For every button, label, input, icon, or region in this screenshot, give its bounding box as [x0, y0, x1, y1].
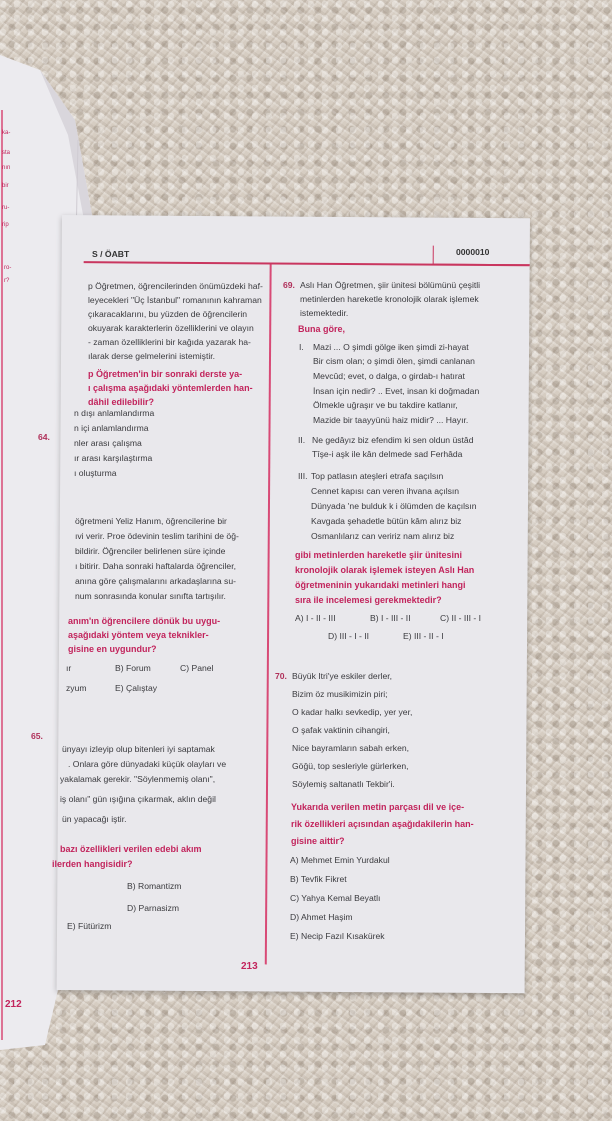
q63-question-line: p Öğretmen'in bir sonraki derste ya-	[88, 369, 243, 379]
q64-text-line: ıvi verir. Proe ödevinin teslim tarihini de öğ-	[75, 531, 239, 541]
section-label: S / ÖABT	[92, 249, 130, 259]
poem-label: III.	[298, 471, 308, 481]
left-page-fragment: ro-	[4, 265, 12, 271]
q70-option: D) Ahmet Haşim	[290, 912, 353, 922]
q70-option: A) Mehmet Emin Yurdakul	[290, 855, 390, 865]
q65-question-line: ilerden hangisidir?	[52, 859, 133, 869]
q69-poem-line: Ne gedâyız biz efendim ki sen oldun üstâd	[312, 435, 474, 445]
q69-poem-line: Bir cism olan; o şimdi ölen, şimdi canlanan	[313, 356, 475, 366]
left-page-fragment: bir	[2, 183, 9, 189]
q69-poem-line: Top patlasın ateşleri etrafa saçılsın	[311, 471, 444, 481]
q64-option: B) Forum	[115, 663, 151, 673]
q69-poem-line: İnsan için nedir? .. Evet, insan ki doğmadan	[313, 386, 480, 396]
q69-option: E) III - II - I	[403, 631, 444, 641]
q70-option: B) Tevfik Fikret	[290, 874, 347, 884]
q63-option: n dışı anlamlandırma	[74, 408, 155, 418]
q65-number: 65.	[31, 731, 43, 741]
q64-number: 64.	[38, 432, 50, 442]
q70-number: 70.	[275, 671, 287, 681]
q69-text-line: Aslı Han Öğretmen, şiir ünitesi bölümünü çeşitli	[300, 280, 481, 290]
q63-text-line: çıkaracaklarını, bu yüzden de öğrencilerin	[88, 309, 248, 319]
q70-poem-line: O kadar halkı sevkedip, yer yer,	[292, 707, 413, 717]
q65-text-line: . Onlara göre dünyadaki küçük olayları ve	[68, 759, 227, 769]
q63-text-line: leyecekleri "Üç İstanbul" romanının kahraman	[88, 295, 262, 305]
q69-question-line: öğretmeninin yukarıdaki metinleri hangi	[295, 580, 466, 590]
q70-question-line: Yukarıda verilen metin parçası dil ve içe-	[291, 802, 465, 812]
q70-poem-line: Büyük Itri'ye eskiler derler,	[292, 671, 393, 681]
column-divider	[265, 264, 271, 964]
left-page-fragment: nın	[2, 165, 11, 171]
q65-text-line: iş olanı" gün ışığına çıkarmak, aklın değil	[60, 794, 216, 804]
q69-poem-line: Kavgada şehadetle bütün kâm alırız biz	[311, 516, 462, 526]
q70-poem-line: Bizim öz musikimizin piri;	[292, 689, 388, 699]
q70-option: C) Yahya Kemal Beyatlı	[290, 893, 381, 903]
q65-option: B) Romantizm	[127, 881, 182, 891]
q64-option: ır	[66, 663, 72, 673]
poem-label: I.	[299, 342, 304, 352]
q69-poem-line: Cennet kapısı can veren ihvana açılsın	[311, 486, 460, 496]
q69-poem-line: Dünyada 'ne bulduk k i ölümden de kaçılsın	[311, 501, 477, 511]
q64-text-line: anına göre çalışmalarını arkadaşlarına su-	[75, 576, 236, 586]
q69-poem-line: Mevcûd; evet, o dalga, o girdab-ı hatırat	[313, 371, 465, 381]
q69-poem-line: Ölmekle uğraşır ve bu takdire katlanır,	[313, 400, 458, 410]
q65-text-line: ün yapacağı iştir.	[62, 814, 127, 824]
q70-poem-line: Göğü, top sesleriyle gürlerken,	[292, 761, 409, 771]
q69-question-line: kronolojik olarak işlemek isteyen Aslı Han	[295, 565, 475, 575]
q64-text-line: num sonrasında konular sınıfta tartışılır.	[75, 591, 226, 601]
q64-option: E) Çalıştay	[115, 683, 158, 693]
q64-option: C) Panel	[180, 663, 214, 673]
question-code: 0000010	[456, 247, 490, 257]
q69-option: B) I - III - II	[370, 613, 411, 623]
left-page-fragment: ka-	[2, 130, 11, 136]
q69-option: A) I - II - III	[295, 613, 336, 623]
q65-question-line: bazı özellikleri verilen edebi akım	[60, 844, 202, 854]
left-page-fragment: rip	[2, 222, 9, 228]
q64-question-line: anım'ın öğrencilere dönük bu uygu-	[68, 616, 221, 626]
q69-text-line: metinlerden hareketle kronolojik olarak işlemek	[300, 294, 479, 304]
q63-text-line: ılarak derse gelmelerini istemiştir.	[88, 351, 216, 361]
q63-question-line: dâhil edilebilir?	[88, 397, 155, 407]
q64-text-line: bildirir. Öğrenciler belirlenen süre içinde	[75, 546, 226, 556]
q69-poem-line: Mazi ... O şimdi gölge iken şimdi zi-hayat	[313, 342, 469, 352]
q63-option: n içi anlamlandırma	[74, 423, 149, 433]
q69-poem-line: Osmanlılarız can veririz nam alırız biz	[311, 531, 455, 541]
q69-question-line: gibi metinlerden hareketle şiir ünitesini	[295, 550, 463, 560]
q63-option: nler arası çalışma	[74, 438, 142, 448]
q69-poem-line: Tîşe-i aşk ile kân delmede sad Ferhâda	[312, 449, 463, 459]
q70-question-line: gisine aittir?	[291, 836, 345, 846]
left-page-fragment: r?	[4, 278, 10, 284]
q63-option: ı oluşturma	[74, 468, 117, 478]
q70-question-line: rik özellikleri açısından aşağıdakilerin han-	[291, 819, 474, 829]
q64-text-line: öğretmeni Yeliz Hanım, öğrencilerine bir	[75, 516, 227, 526]
q63-question-line: ı çalışma aşağıdaki yöntemlerden han-	[88, 383, 253, 393]
q70-option: E) Necip Fazıl Kısakürek	[290, 931, 385, 941]
q69-text-line: istemektedir.	[300, 308, 349, 318]
q69-lead: Buna göre,	[298, 324, 346, 334]
left-page-fragment: ru-	[2, 205, 10, 211]
poem-label: II.	[298, 435, 306, 445]
q63-text-line: okuyarak karakterlerin özelliklerini ve olayın	[88, 323, 254, 333]
q64-question-line: aşağıdaki yöntem veya teknikler-	[68, 630, 209, 640]
q70-poem-line: Nice bayramların sabah erken,	[292, 743, 410, 753]
left-page-fragment: sta	[2, 150, 11, 156]
q63-text-line: p Öğretmen, öğrencilerinden önümüzdeki haf-	[88, 281, 263, 291]
left-page-number: 212	[5, 999, 22, 1010]
q64-text-line: ı bitirir. Daha sonraki haftalarda öğrenciler,	[75, 561, 236, 571]
q69-option: D) III - I - II	[328, 631, 370, 641]
q64-option: zyum	[66, 683, 87, 693]
q70-poem-line: O şafak vaktinin cihangiri,	[292, 725, 390, 735]
q65-text-line: yakalamak gerekir. "Söylenmemiş olanı",	[60, 774, 216, 784]
q65-option: D) Parnasizm	[127, 903, 180, 913]
q70-poem-line: Söylemiş saltanatlı Tekbir'i.	[292, 779, 395, 789]
q69-poem-line: Mazide bir taayyünü haiz midir? ... Hayır.	[313, 415, 469, 425]
q63-option: ır arası karşılaştırma	[74, 453, 153, 463]
q65-text-line: ünyayı izleyip olup bitenleri iyi saptamak	[62, 744, 215, 754]
q63-text-line: - zaman özelliklerini bir kağıda yazarak ha-	[88, 337, 251, 347]
q69-question-line: sıra ile incelemesi gerekmektedir?	[295, 595, 442, 605]
q69-option: C) II - III - I	[440, 613, 482, 623]
page-number: 213	[241, 961, 258, 972]
q69-number: 69.	[283, 280, 295, 290]
q64-question-line: gisine en uygundur?	[68, 644, 157, 654]
q65-option: E) Fütürizm	[67, 921, 112, 931]
